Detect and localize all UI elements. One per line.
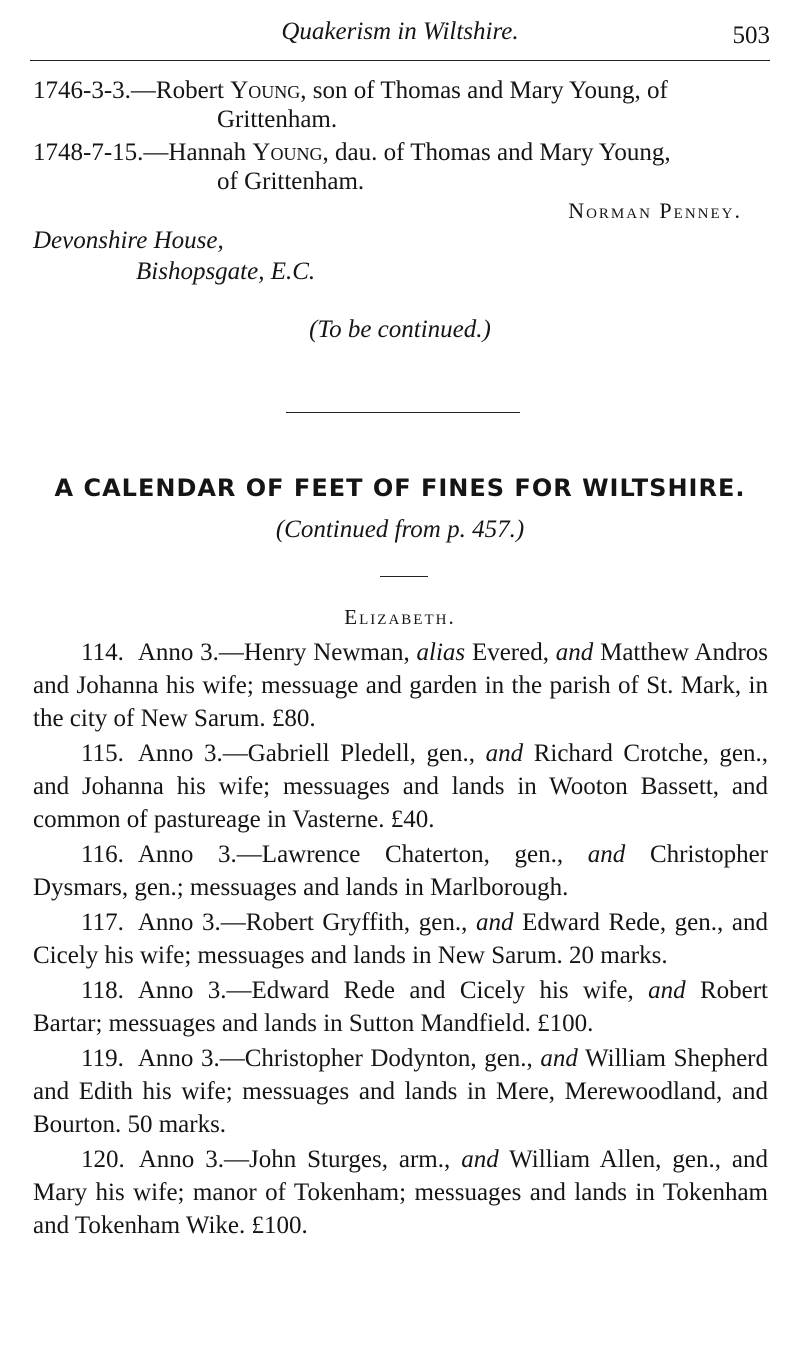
running-head: [30, 14, 770, 54]
entry-text: William Shepherd and Edith his wife; messuages and lands in Mere, Merewoodland, and Bourton. 50 marks.: [33, 1045, 768, 1138]
fines-list: [33, 636, 768, 1244]
entry-number: 118.: [81, 977, 124, 1004]
address-line: Bishopsgate, E.C.: [136, 258, 316, 285]
article-title: A CALENDAR OF FEET OF FINES FOR WILTSHIRE.: [54, 474, 746, 502]
header-rule: [30, 60, 770, 61]
entry-number: 114.: [81, 639, 124, 666]
continued-note: (To be continued.): [309, 316, 491, 343]
entry-text: Richard Crotche, gen., and Johanna his wife; messuages and lands in Wooton Bassett, and common of pastureage in Vasterne. £40.: [33, 740, 768, 833]
entry-text: Robert Bartar; messuages and lands in Sutton Mandfield. £100.: [33, 977, 768, 1037]
entry-number: 117.: [81, 909, 124, 936]
entry-text: Matthew Andros and Johanna his wife; messuage and garden in the parish of St. Mark, in the city of New Sarum. £80.: [33, 639, 768, 732]
italic-term: and: [587, 841, 626, 868]
record-details: , dau. of Thomas and Mary Young,: [322, 139, 671, 166]
record-date: 1748-7-15.: [33, 139, 144, 166]
author-address: [33, 225, 315, 287]
entry-text: Christopher Dysmars, gen.; messuages and lands in Marlborough.: [33, 841, 768, 901]
record-continuation: of Grittenham.: [217, 168, 365, 195]
entry-number: 115.: [81, 740, 124, 767]
italic-term: and: [485, 740, 524, 767]
reign-heading: Elizabeth.: [344, 605, 456, 629]
record-name: —Robert: [130, 77, 231, 104]
entry-text: Evered,: [465, 639, 556, 666]
page-number: 503: [732, 22, 770, 49]
section-divider: [286, 412, 520, 413]
italic-term: and: [461, 1146, 499, 1173]
record-date: 1746-3-3.: [33, 77, 131, 104]
italic-term: and: [555, 639, 594, 666]
entry-number: 119.: [81, 1045, 124, 1072]
fine-entry: [33, 737, 768, 836]
article-subtitle: (Continued from p. 457.): [275, 516, 525, 543]
address-line: Devonshire House,: [33, 227, 224, 254]
record-details: , son of Thomas and Mary Young, of: [300, 77, 668, 104]
entry-number: 120.: [81, 1146, 125, 1173]
entry-text: Anno 3.—Edward Rede and Cicely his wife,: [137, 977, 649, 1004]
entry-text: Anno 3.—Christopher Dodynton, gen.,: [137, 1045, 541, 1072]
birth-record: [33, 138, 773, 196]
italic-term: and: [475, 909, 514, 936]
fine-entry: [33, 636, 768, 735]
record-line: [33, 76, 773, 105]
record-name: —Hannah: [143, 139, 253, 166]
birth-record: [33, 76, 773, 134]
entry-text: Anno 3.—Lawrence Chaterton, gen.,: [137, 841, 588, 868]
record-line: [33, 138, 773, 167]
entry-text: Edward Rede, gen., and Cicely his wife; messuages and lands in New Sarum. 20 marks.: [33, 909, 768, 969]
fine-entry: [33, 974, 768, 1040]
title-rule: [380, 576, 428, 577]
fine-entry: [33, 1042, 768, 1141]
italic-term: alias: [416, 639, 466, 666]
italic-term: and: [540, 1045, 578, 1072]
fine-entry: [33, 838, 768, 904]
entry-number: 116.: [81, 841, 124, 868]
record-surname: Young: [230, 77, 301, 104]
entry-text: Anno 3.—John Sturges, arm.,: [138, 1146, 462, 1173]
fine-entry: [33, 1143, 768, 1242]
record-surname: Young: [252, 139, 323, 166]
fine-entry: [33, 906, 768, 972]
entry-text: Anno 3.—Robert Gryffith, gen.,: [137, 909, 476, 936]
author-signature: Norman Penney.: [568, 198, 742, 223]
running-title: Quakerism in Wiltshire.: [281, 18, 519, 45]
entry-text: William Allen, gen., and Mary his wife; manor of Tokenham; messuages and lands in Tokenham and Tokenham Wike. £100.: [33, 1146, 768, 1239]
italic-term: and: [648, 977, 686, 1004]
entry-text: Anno 3.—Gabriell Pledell, gen.,: [137, 740, 486, 767]
record-continuation: Grittenham.: [217, 106, 338, 133]
entry-text: Anno 3.—Henry Newman,: [137, 639, 417, 666]
